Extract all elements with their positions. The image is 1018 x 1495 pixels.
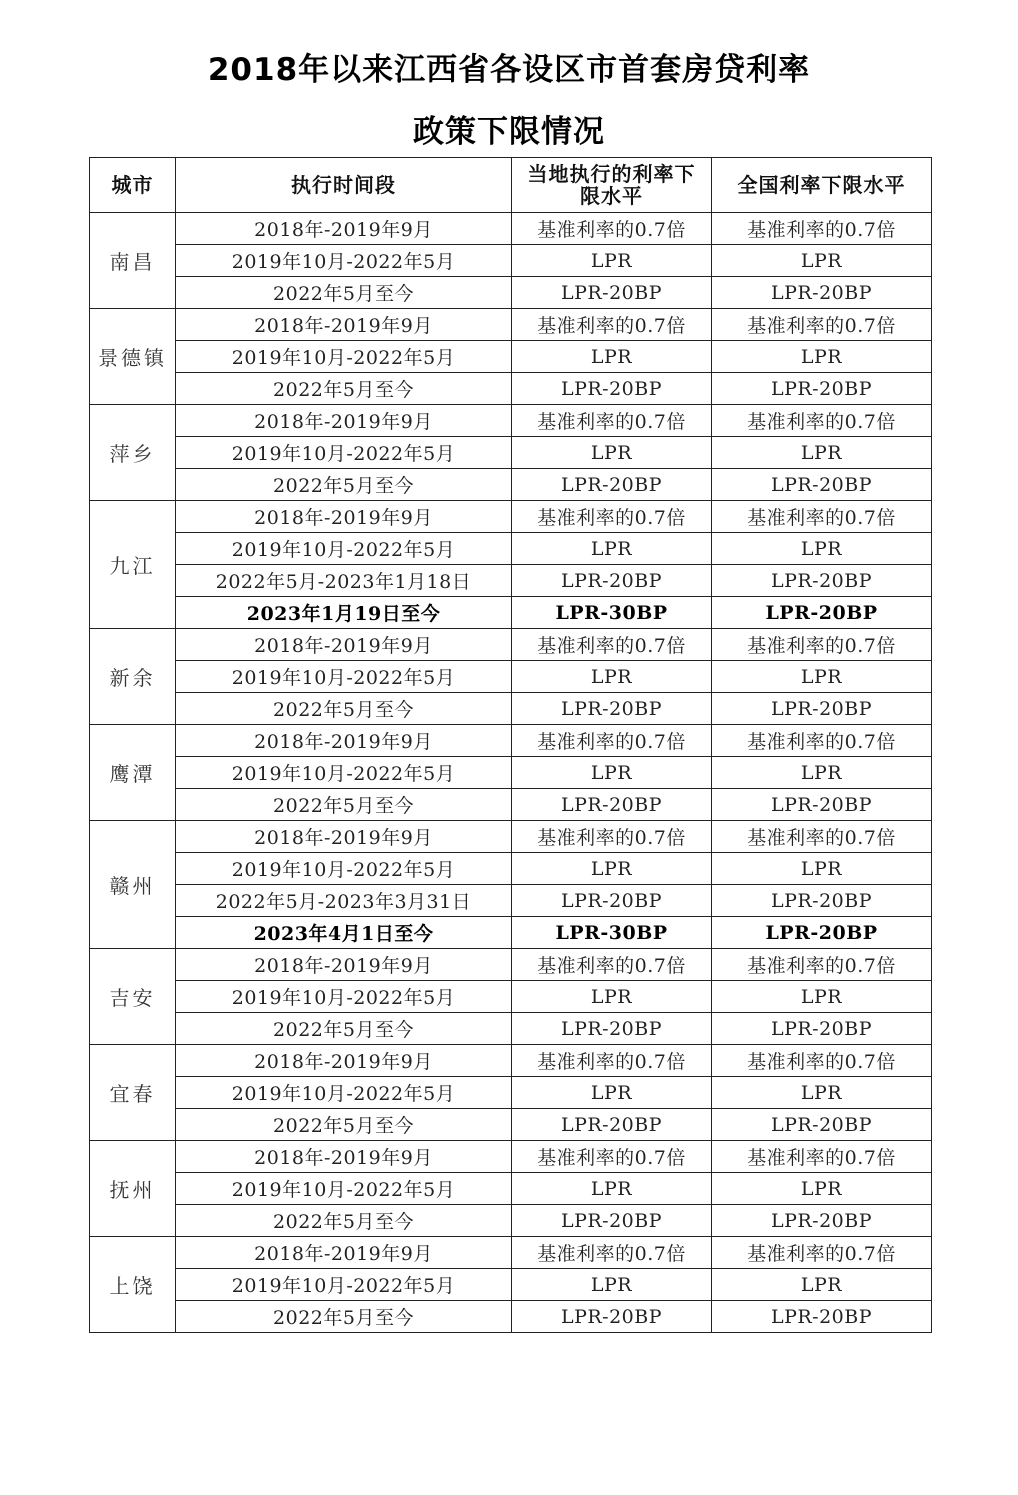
national-floor-cell: 基准利率的0.7倍 [712, 725, 932, 757]
city-name-cell: 宜春 [90, 1045, 176, 1141]
period-cell: 2022年5月至今 [176, 277, 512, 309]
local-floor-cell: LPR-20BP [512, 565, 712, 597]
period-cell: 2018年-2019年9月 [176, 213, 512, 245]
local-floor-cell: LPR [512, 1077, 712, 1109]
local-floor-cell: LPR [512, 981, 712, 1013]
local-floor-cell: 基准利率的0.7倍 [512, 213, 712, 245]
period-cell: 2022年5月至今 [176, 373, 512, 405]
local-floor-cell: 基准利率的0.7倍 [512, 629, 712, 661]
table-row [90, 1077, 932, 1109]
table-row [90, 1173, 932, 1205]
local-floor-cell: LPR-20BP [512, 373, 712, 405]
period-cell: 2018年-2019年9月 [176, 949, 512, 981]
period-cell: 2023年1月19日至今 [176, 597, 512, 629]
national-floor-cell: 基准利率的0.7倍 [712, 501, 932, 533]
local-floor-cell: LPR-20BP [512, 469, 712, 501]
period-cell: 2019年10月-2022年5月 [176, 1269, 512, 1301]
national-floor-cell: LPR-20BP [712, 885, 932, 917]
table-row [90, 245, 932, 277]
period-cell: 2019年10月-2022年5月 [176, 981, 512, 1013]
national-floor-cell: LPR [712, 661, 932, 693]
table-row [90, 885, 932, 917]
national-floor-cell: LPR [712, 437, 932, 469]
period-cell: 2019年10月-2022年5月 [176, 245, 512, 277]
national-floor-cell: LPR-20BP [712, 917, 932, 949]
local-floor-cell: 基准利率的0.7倍 [512, 821, 712, 853]
period-cell: 2022年5月-2023年1月18日 [176, 565, 512, 597]
city-name-cell: 新余 [90, 629, 176, 725]
city-name-cell: 吉安 [90, 949, 176, 1045]
table-row [90, 1109, 932, 1141]
national-floor-cell: LPR [712, 853, 932, 885]
table-row [90, 981, 932, 1013]
local-floor-cell: 基准利率的0.7倍 [512, 405, 712, 437]
period-cell: 2018年-2019年9月 [176, 821, 512, 853]
table-row [90, 949, 932, 981]
local-floor-cell: 基准利率的0.7倍 [512, 501, 712, 533]
table-row [90, 629, 932, 661]
period-cell: 2022年5月至今 [176, 1205, 512, 1237]
period-cell: 2018年-2019年9月 [176, 1141, 512, 1173]
local-floor-cell: LPR-20BP [512, 885, 712, 917]
table-row [90, 437, 932, 469]
table-row [90, 277, 932, 309]
national-floor-cell: LPR-20BP [712, 277, 932, 309]
national-floor-cell: LPR-20BP [712, 373, 932, 405]
national-floor-cell: LPR-20BP [712, 597, 932, 629]
national-floor-cell: 基准利率的0.7倍 [712, 405, 932, 437]
national-floor-cell: 基准利率的0.7倍 [712, 1141, 932, 1173]
national-floor-cell: LPR [712, 1077, 932, 1109]
local-floor-cell: LPR-20BP [512, 1301, 712, 1333]
table-row [90, 917, 932, 949]
table-row [90, 597, 932, 629]
table-row [90, 821, 932, 853]
table-row [90, 469, 932, 501]
national-floor-cell: LPR-20BP [712, 789, 932, 821]
period-cell: 2018年-2019年9月 [176, 1045, 512, 1077]
period-cell: 2022年5月至今 [176, 1013, 512, 1045]
national-floor-cell: 基准利率的0.7倍 [712, 821, 932, 853]
table-body [90, 213, 932, 1333]
table-row [90, 853, 932, 885]
period-cell: 2019年10月-2022年5月 [176, 1077, 512, 1109]
table-row [90, 757, 932, 789]
national-floor-cell: LPR [712, 1173, 932, 1205]
period-cell: 2019年10月-2022年5月 [176, 1173, 512, 1205]
period-cell: 2019年10月-2022年5月 [176, 661, 512, 693]
table-row [90, 1141, 932, 1173]
period-cell: 2018年-2019年9月 [176, 1237, 512, 1269]
table-row [90, 1301, 932, 1333]
local-floor-cell: LPR [512, 1269, 712, 1301]
period-cell: 2022年5月至今 [176, 693, 512, 725]
city-name-cell: 萍乡 [90, 405, 176, 501]
table-row [90, 693, 932, 725]
table-row [90, 565, 932, 597]
period-cell: 2018年-2019年9月 [176, 501, 512, 533]
local-floor-cell: LPR [512, 533, 712, 565]
local-floor-cell: LPR-20BP [512, 1013, 712, 1045]
city-name-cell: 赣州 [90, 821, 176, 949]
national-floor-cell: LPR [712, 1269, 932, 1301]
local-floor-cell: LPR-20BP [512, 693, 712, 725]
national-floor-cell: LPR [712, 757, 932, 789]
period-cell: 2018年-2019年9月 [176, 725, 512, 757]
header-local-floor: 当地执行的利率下限水平 [512, 158, 712, 213]
local-floor-cell: 基准利率的0.7倍 [512, 1141, 712, 1173]
local-floor-cell: LPR [512, 661, 712, 693]
table-row [90, 341, 932, 373]
period-cell: 2022年5月至今 [176, 1301, 512, 1333]
table-row [90, 1013, 932, 1045]
period-cell: 2022年5月至今 [176, 1109, 512, 1141]
local-floor-cell: LPR [512, 757, 712, 789]
period-cell: 2019年10月-2022年5月 [176, 757, 512, 789]
local-floor-cell: LPR-30BP [512, 917, 712, 949]
period-cell: 2018年-2019年9月 [176, 629, 512, 661]
national-floor-cell: 基准利率的0.7倍 [712, 949, 932, 981]
table-row [90, 1269, 932, 1301]
table-row [90, 533, 932, 565]
national-floor-cell: LPR [712, 533, 932, 565]
local-floor-cell: LPR [512, 437, 712, 469]
local-floor-cell: LPR-30BP [512, 597, 712, 629]
period-cell: 2022年5月-2023年3月31日 [176, 885, 512, 917]
local-floor-cell: LPR-20BP [512, 1109, 712, 1141]
city-name-cell: 景德镇 [90, 309, 176, 405]
header-city: 城市 [90, 158, 176, 213]
local-floor-cell: LPR-20BP [512, 789, 712, 821]
national-floor-cell: 基准利率的0.7倍 [712, 629, 932, 661]
national-floor-cell: 基准利率的0.7倍 [712, 309, 932, 341]
period-cell: 2022年5月至今 [176, 789, 512, 821]
national-floor-cell: LPR-20BP [712, 565, 932, 597]
period-cell: 2019年10月-2022年5月 [176, 533, 512, 565]
header-national-floor: 全国利率下限水平 [712, 158, 932, 213]
period-cell: 2018年-2019年9月 [176, 405, 512, 437]
local-floor-cell: LPR-20BP [512, 1205, 712, 1237]
city-name-cell: 九江 [90, 501, 176, 629]
national-floor-cell: LPR [712, 341, 932, 373]
national-floor-cell: LPR-20BP [712, 1301, 932, 1333]
national-floor-cell: LPR-20BP [712, 469, 932, 501]
city-name-cell: 上饶 [90, 1237, 176, 1333]
local-floor-cell: LPR-20BP [512, 277, 712, 309]
national-floor-cell: LPR-20BP [712, 1205, 932, 1237]
period-cell: 2019年10月-2022年5月 [176, 437, 512, 469]
local-floor-cell: LPR [512, 1173, 712, 1205]
local-floor-cell: LPR [512, 853, 712, 885]
local-floor-cell: LPR [512, 341, 712, 373]
document-title-line-2: 政策下限情况 [413, 114, 605, 150]
period-cell: 2022年5月至今 [176, 469, 512, 501]
period-cell: 2023年4月1日至今 [176, 917, 512, 949]
table-row [90, 309, 932, 341]
local-floor-cell: 基准利率的0.7倍 [512, 1045, 712, 1077]
local-floor-cell: 基准利率的0.7倍 [512, 949, 712, 981]
local-floor-cell: 基准利率的0.7倍 [512, 309, 712, 341]
table-row [90, 213, 932, 245]
table-row [90, 1237, 932, 1269]
header-period: 执行时间段 [176, 158, 512, 213]
local-floor-cell: LPR [512, 245, 712, 277]
national-floor-cell: 基准利率的0.7倍 [712, 1045, 932, 1077]
table-row [90, 661, 932, 693]
table-header-row [90, 158, 932, 213]
city-name-cell: 抚州 [90, 1141, 176, 1237]
period-cell: 2019年10月-2022年5月 [176, 853, 512, 885]
national-floor-cell: LPR-20BP [712, 693, 932, 725]
table-row [90, 1205, 932, 1237]
table-row [90, 725, 932, 757]
table-row [90, 1045, 932, 1077]
rate-policy-table [89, 157, 932, 1333]
table-row [90, 501, 932, 533]
national-floor-cell: 基准利率的0.7倍 [712, 213, 932, 245]
document-title-line-1: 2018年以来江西省各设区市首套房贷利率 [207, 52, 811, 88]
local-floor-cell: 基准利率的0.7倍 [512, 1237, 712, 1269]
city-name-cell: 南昌 [90, 213, 176, 309]
national-floor-cell: LPR-20BP [712, 1013, 932, 1045]
period-cell: 2019年10月-2022年5月 [176, 341, 512, 373]
table-row [90, 373, 932, 405]
table-row [90, 789, 932, 821]
period-cell: 2018年-2019年9月 [176, 309, 512, 341]
table-row [90, 405, 932, 437]
national-floor-cell: 基准利率的0.7倍 [712, 1237, 932, 1269]
national-floor-cell: LPR [712, 245, 932, 277]
city-name-cell: 鹰潭 [90, 725, 176, 821]
local-floor-cell: 基准利率的0.7倍 [512, 725, 712, 757]
national-floor-cell: LPR-20BP [712, 1109, 932, 1141]
national-floor-cell: LPR [712, 981, 932, 1013]
